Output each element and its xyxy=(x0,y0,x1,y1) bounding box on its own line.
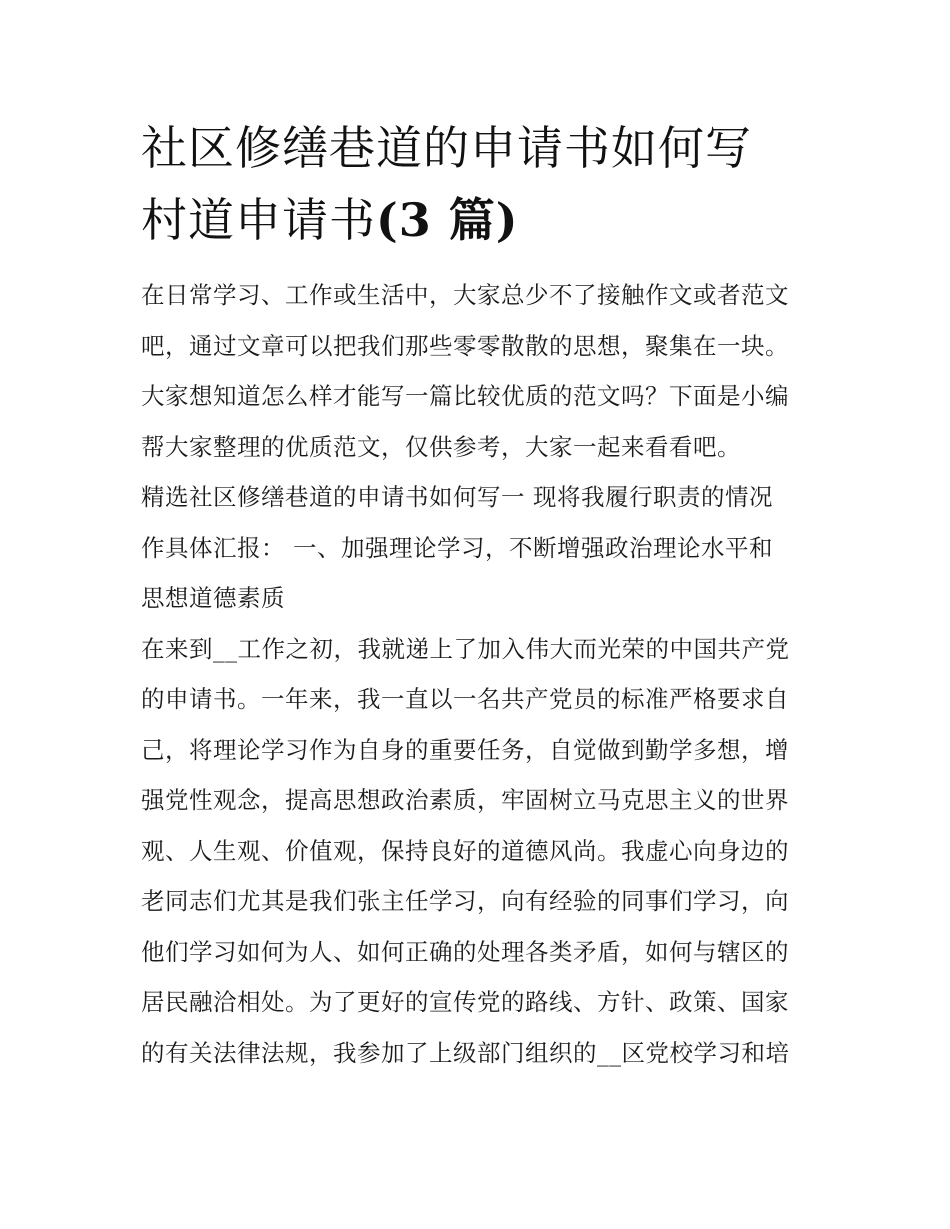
title-suffix: (3 篇) xyxy=(376,193,519,247)
body-line: 的申请书。一年来，我一直以一名共产党员的标准严格要求自 xyxy=(141,685,789,713)
document-body xyxy=(141,270,813,1078)
body-line: 帮大家整理的优质范文，仅供参考，大家一起来看看吧。 xyxy=(141,432,741,461)
title-line-1: 社区修缮巷道的申请书如何写 xyxy=(141,121,752,175)
body-line: 在来到__工作之初，我就递上了加入伟大而光荣的中国共产党 xyxy=(141,634,790,663)
body-line: 己，将理论学习作为自身的重要任务，自觉做到勤学多想，增 xyxy=(141,735,789,764)
title-line-2 xyxy=(141,184,813,256)
body-line: 吧，通过文章可以把我们那些零零散散的思想，聚集在一块。 xyxy=(141,331,789,360)
body-line: 精选社区修缮巷道的申请书如何写一 现将我履行职责的情况 xyxy=(141,483,773,511)
body-line: 居民融洽相处。为了更好的宣传党的路线、方针、政策、国家 xyxy=(141,988,789,1016)
body-line: 的有关法律法规，我参加了上级部门组织的__区党校学习和培 xyxy=(141,1038,790,1067)
body-line: 他们学习如何为人、如何正确的处理各类矛盾，如何与辖区的 xyxy=(141,937,789,966)
title-line-2-text: 村道申请书 xyxy=(141,193,376,247)
body-line: 在日常学习、工作或生活中，大家总少不了接触作文或者范文 xyxy=(141,281,789,309)
document-content xyxy=(141,112,813,1078)
document-title xyxy=(141,112,813,256)
body-line: 作具体汇报： 一、加强理论学习，不断增强政治理论水平和 xyxy=(141,533,773,562)
body-line: 大家想知道怎么样才能写一篇比较优质的范文吗？下面是小编 xyxy=(141,382,789,410)
body-line: 观、人生观、价值观，保持良好的道德风尚。我虚心向身边的 xyxy=(141,836,789,865)
body-line: 思想道德素质 xyxy=(141,584,285,612)
body-line: 强党性观念，提高思想政治素质，牢固树立马克思主义的世界 xyxy=(141,786,789,814)
body-line: 老同志们尤其是我们张主任学习，向有经验的同事们学习，向 xyxy=(141,887,789,915)
